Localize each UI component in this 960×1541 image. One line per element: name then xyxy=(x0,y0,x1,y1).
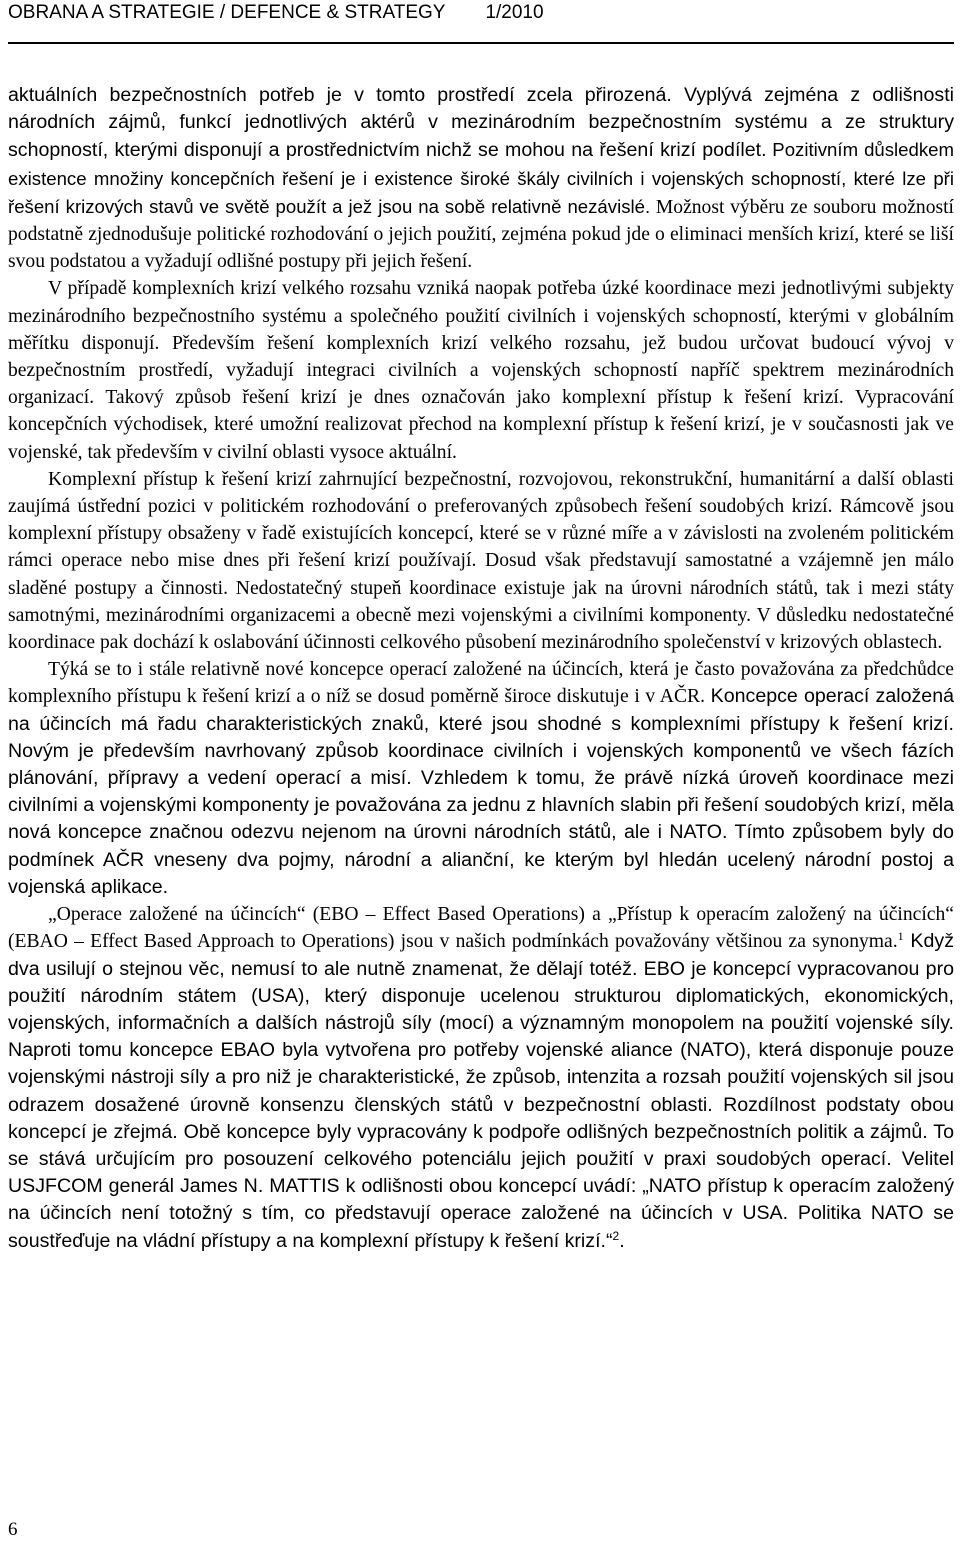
paragraph-4-part-b: Koncepce operací založená na účincích má řadu charakteristických znaků, které jsou shodné s komplexními přístupy k řešení krizí. Novým je především navrhovaný způsob koordinace civilních i vojenských komponentů ve všech fázích plánování, přípravy a vedení operací a misí. Vzhledem k tomu, že právě nízká úroveň koordinace mezi civilními a vojenskými komponenty je považována za jednu z hlavních slabin při řešení soudobých krizí, měla nová koncepce značnou odezvu nejenom na úrovni národních států, ale i NATO. Tímto způsobem byly do podmínek AČR vneseny dva pojmy, národní a alianční, ke kterým byl hledán ucelený národní postoj a vojenská aplikace. xyxy=(8,685,954,898)
paragraph-5-part-a: „Operace založené na účincích“ (EBO – Effect Based Operations) a „Přístup k operacím založený na účincích“ (EBAO – Effect Based Approach to Operations) jsou v našich podmínkách považovány většinou za synonyma. xyxy=(8,904,954,953)
running-head-title: OBRANA A STRATEGIE / DEFENCE & STRATEGY xyxy=(8,2,446,23)
paragraph-2-text: V případě komplexních krizí velkého rozsahu vzniká naopak potřeba úzké koordinace mezi jednotlivými subjekty mezinárodního bezpečnostního systému a společného použití civilních i vojenských schopností, kterými v globálním měřítku disponují. Především řešení komplexních krizí velkého rozsahu, jež budou určovat budoucí vývoj v bezpečnostním prostředí, vyžadují integraci civilních a vojenských schopností napříč spektrem mezinárodních organizací. Takový způsob řešení krizí je dnes označován jako komplexní přístup k řešení krizí. Vypracování koncepčních východisek, které umožní realizovat přechod na komplexní přístup k řešení krizí, je v současnosti jak ve vojenské, tak především v civilní oblasti vysoce aktuální. xyxy=(8,278,954,463)
page-number: 6 xyxy=(8,1519,18,1540)
issue-number: 1/2010 xyxy=(485,2,544,23)
paragraph-4 xyxy=(8,656,954,901)
paragraph-1 xyxy=(8,82,954,275)
running-header xyxy=(8,0,954,44)
paragraph-5-end: . xyxy=(619,1229,625,1252)
paragraph-3-text: Komplexní přístup k řešení krizí zahrnující bezpečnostní, rozvojovou, rekonstrukční, humanitární a další oblasti zaujímá ústřední pozici v politickém rozhodování o preferovaných způsobech řešení soudobých krizí. Rámcově jsou komplexní přístupy obsaženy v řadě existujících koncepcí, které se v různé míře a v závislosti na zvoleném politickém rámci operace nebo mise dnes při řešení krizí používají. Dosud však představují samostatné a vzájemně jen málo sladěné postupy a činnosti. Nedostatečný stupeň koordinace existuje jak na úrovni národních států, tak i mezi státy samotnými, mezinárodními organizacemi a obecně mezi vojenskými a civilními komponenty. V důsledku nedostatečné koordinace pak dochází k oslabování účinnosti celkového působení mezinárodního společenství v krizových oblastech. xyxy=(8,468,954,654)
paragraph-5 xyxy=(8,901,954,1255)
paragraph-3 xyxy=(8,466,954,656)
footnote-ref-1[interactable]: 1 xyxy=(897,929,904,944)
paragraph-2 xyxy=(8,275,954,465)
paragraph-4-part-a: Týká se to i stále relativně nové koncepce operací založené na účincích, která je často považována za předchůdce komplexního přístupu k řešení krizí a o níž se dosud poměrně široce diskutuje i v AČR. xyxy=(8,659,954,708)
paragraph-1-part-a: aktuálních bezpečnostních potřeb je v tomto prostředí zcela přirozená. Vyplývá zejména z odlišnosti národních zájmů, funkcí jednotlivých aktérů v mezinárodním bezpečnostním systému a ze struktury schopností, kterými disponují a prostřednictvím nichž se mohou na řešení krizí podílet. xyxy=(8,84,954,162)
paragraph-1-part-b: Pozitivním důsledkem existence množiny koncepčních řešení je i existence široké škály civilních i vojenských schopností, které lze při řešení krizových stavů ve světě použít a jež jsou na sobě relativně nezávislé. xyxy=(8,139,954,217)
article-body xyxy=(8,82,954,1255)
paragraph-5-part-b: Když dva usilují o stejnou věc, nemusí to ale nutně znamenat, že dělají totéž. EBO je koncepcí vypracovanou pro použití národním státem (USA), který disponuje ucelenou strukturou diplomatických, ekonomických, vojenských, informačních a dalších nástrojů síly (mocí) a významným monopolem na použití vojenské síly. Naproti tomu koncepce EBAO byla vytvořena pro potřeby vojenské aliance (NATO), která disponuje pouze vojenskými nástroji síly a pro niž je charakteristické, že způsob, intenzita a rozsah použití vojenských sil jsou odrazem dosažené úrovně konsenzu členských států v bezpečnostní oblasti. Rozdílnost podstaty obou koncepcí je zřejmá. Obě koncepce byly vypracovány k podpoře odlišných bezpečnostních politik a zájmů. To se stává určujícím pro posouzení celkového potenciálu jejich použití v praxi soudobých operací. Velitel USJFCOM generál James N. MATTIS k odlišnosti obou koncepcí uvádí: „NATO přístup k operacím založený na účincích není totožný s tím, co představují operace založené na účincích v USA. Politika NATO se soustřeďuje na vládní přístupy a na komplexní přístupy k řešení krizí.“ xyxy=(8,930,954,1252)
footnote-ref-2[interactable]: 2 xyxy=(612,1228,620,1243)
paragraph-1-part-c: Možnost výběru ze souboru možností podstatně zjednodušuje politické rozhodování o jejich použití, zejména pokud jde o eliminaci menších krizí, které se liší svou podstatou a vyžadují odlišné postupy při jejich řešení. xyxy=(8,196,954,273)
